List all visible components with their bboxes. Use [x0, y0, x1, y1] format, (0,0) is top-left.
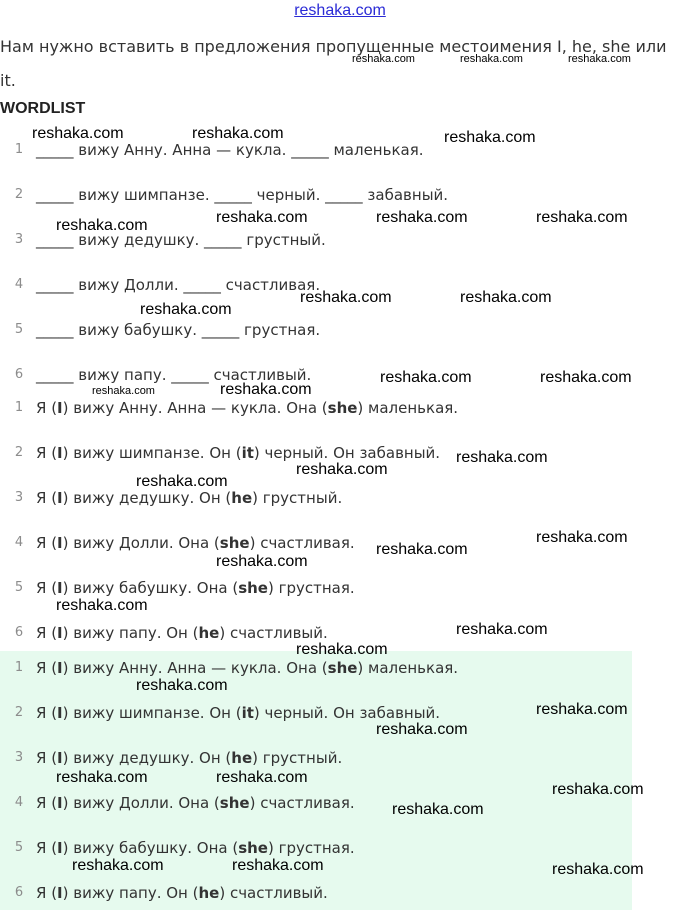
watermark: reshaka.com [92, 385, 155, 397]
sentence-segment: Я ( [36, 534, 58, 552]
pronoun-bold: it [241, 444, 254, 462]
sentence-segment: ) вижу Анну. Анна — кукла. Она ( [62, 399, 328, 417]
watermark: reshaka.com [460, 289, 552, 306]
watermark: reshaka.com [216, 769, 308, 786]
pronoun-bold: I [57, 624, 63, 642]
pronoun-bold: he [231, 749, 253, 767]
sentence-segment: Я ( [36, 704, 58, 722]
sentence-segment: Я ( [36, 399, 58, 417]
sentence-segment: ) счастливый. [219, 884, 328, 902]
watermark: reshaka.com [56, 597, 148, 614]
pronoun-bold: she [238, 839, 268, 857]
watermark: reshaka.com [296, 641, 388, 658]
pronoun-bold: I [57, 399, 63, 417]
watermark: reshaka.com [444, 129, 536, 146]
sentence-segment: Я ( [36, 839, 58, 857]
watermark: reshaka.com [192, 125, 284, 142]
pronoun-bold: I [57, 489, 63, 507]
watermark: reshaka.com [232, 857, 324, 874]
watermark: reshaka.com [536, 701, 628, 718]
line-number: 3 [14, 750, 24, 765]
sentence-segment: ) вижу папу. Он ( [62, 884, 199, 902]
pronoun-bold: she [219, 534, 250, 552]
sentence-segment: ) счастливая. [249, 794, 355, 812]
line-number: 1 [14, 142, 24, 157]
watermark: reshaka.com [376, 541, 468, 558]
sentence-segment: ) вижу бабушку. Она ( [62, 579, 239, 597]
sentence-segment: Я ( [36, 624, 58, 642]
sentence-segment: ) вижу Анну. Анна — кукла. Она ( [62, 659, 328, 677]
wordlist-heading: WORDLIST [0, 100, 86, 117]
sentence-text [36, 656, 458, 680]
sentence-segment: _____ вижу шимпанзе. _____ черный. _____ забавный. [36, 186, 449, 204]
pronoun-bold: I [57, 659, 63, 677]
watermark: reshaka.com [460, 53, 523, 65]
watermark: reshaka.com [216, 553, 308, 570]
sentence-segment: ) вижу шимпанзе. Он ( [62, 444, 242, 462]
watermark: reshaka.com [536, 209, 628, 226]
sentence-segment: ) вижу Долли. Она ( [62, 534, 220, 552]
pronoun-bold: I [57, 749, 63, 767]
watermark: reshaka.com [536, 529, 628, 546]
watermark: reshaka.com [552, 781, 644, 798]
line-number: 6 [14, 367, 24, 382]
line-number: 5 [14, 322, 24, 337]
watermark: reshaka.com [300, 289, 392, 306]
pronoun-bold: I [57, 884, 63, 902]
watermark: reshaka.com [216, 209, 308, 226]
sentence-segment: ) маленькая. [357, 659, 459, 677]
watermark: reshaka.com [136, 473, 228, 490]
pronoun-bold: she [327, 399, 358, 417]
sentence-segment: _____ вижу дедушку. _____ грустный. [36, 231, 326, 249]
line-number: 2 [14, 445, 24, 460]
watermark: reshaka.com [540, 369, 632, 386]
line-number: 6 [14, 885, 24, 900]
line-number: 5 [14, 840, 24, 855]
watermark: reshaka.com [392, 801, 484, 818]
sentence-segment: ) вижу дедушку. Он ( [62, 749, 232, 767]
watermark: reshaka.com [456, 449, 548, 466]
sentence-text [36, 621, 328, 645]
sentence-segment: ) черный. Он забавный. [253, 704, 441, 722]
pronoun-bold: I [57, 704, 63, 722]
sentence-segment: ) вижу шимпанзе. Он ( [62, 704, 242, 722]
sentence-segment: Я ( [36, 884, 58, 902]
watermark: reshaka.com [56, 769, 148, 786]
sentence-text [36, 791, 355, 815]
sentence-segment: Я ( [36, 579, 58, 597]
sentence-segment: ) вижу бабушку. Она ( [62, 839, 239, 857]
pronoun-bold: she [327, 659, 358, 677]
watermark: reshaka.com [376, 209, 468, 226]
line-number: 1 [14, 400, 24, 415]
line-number: 2 [14, 187, 24, 202]
pronoun-bold: I [57, 794, 63, 812]
watermark: reshaka.com [380, 369, 472, 386]
watermark: reshaka.com [136, 677, 228, 694]
line-number: 1 [14, 660, 24, 675]
sentence-segment: Я ( [36, 749, 58, 767]
pronoun-bold: I [57, 444, 63, 462]
sentence-text [36, 273, 320, 297]
sentence-text [36, 881, 328, 905]
sentence-segment: Я ( [36, 794, 58, 812]
watermark: reshaka.com [456, 621, 548, 638]
watermark: reshaka.com [568, 53, 631, 65]
line-number: 3 [14, 490, 24, 505]
sentence-segment: Я ( [36, 489, 58, 507]
line-number: 2 [14, 705, 24, 720]
watermark: reshaka.com [140, 301, 232, 318]
sentence-segment: _____ вижу Долли. _____ счастливая. [36, 276, 321, 294]
pronoun-bold: I [57, 534, 63, 552]
watermark: reshaka.com [32, 125, 124, 142]
pronoun-bold: I [57, 579, 63, 597]
watermark: reshaka.com [552, 861, 644, 878]
pronoun-bold: he [198, 884, 220, 902]
sentence-text [36, 183, 448, 207]
sentence-segment: ) черный. Он забавный. [253, 444, 441, 462]
sentence-segment: ) вижу дедушку. Он ( [62, 489, 232, 507]
pronoun-bold: it [241, 704, 254, 722]
pronoun-bold: he [198, 624, 220, 642]
line-number: 4 [14, 277, 24, 292]
pronoun-bold: she [238, 579, 268, 597]
sentence-segment: ) грустный. [252, 489, 343, 507]
line-number: 4 [14, 795, 24, 810]
pronoun-bold: I [57, 839, 63, 857]
sentence-segment: _____ вижу папу. _____ счастливый. [36, 366, 312, 384]
sentence-text [36, 746, 342, 770]
sentence-segment: ) вижу Долли. Она ( [62, 794, 220, 812]
sentence-segment: _____ вижу бабушку. _____ грустная. [36, 321, 321, 339]
pronoun-bold: she [219, 794, 250, 812]
sentence-segment: _____ вижу Анну. Анна — кукла. _____ маленькая. [36, 141, 424, 159]
sentence-text [36, 531, 355, 555]
line-number: 5 [14, 580, 24, 595]
sentence-segment: ) грустный. [252, 749, 343, 767]
site-link[interactable]: reshaka.com [294, 2, 386, 19]
watermark: reshaka.com [296, 461, 388, 478]
sentence-segment: Я ( [36, 659, 58, 677]
line-number: 4 [14, 535, 24, 550]
watermark: reshaka.com [352, 53, 415, 65]
sentence-segment: ) счастливая. [249, 534, 355, 552]
pronoun-bold: he [231, 489, 253, 507]
line-number: 3 [14, 232, 24, 247]
watermark: reshaka.com [72, 857, 164, 874]
watermark: reshaka.com [220, 381, 312, 398]
sentence-segment: Я ( [36, 444, 58, 462]
watermark: reshaka.com [56, 217, 148, 234]
intro-text: Нам нужно вставить в предложения пропущенные местоимения I, he, she или it. [0, 37, 667, 90]
sentence-segment: ) грустная. [267, 579, 355, 597]
sentence-segment: ) маленькая. [357, 399, 459, 417]
sentence-text [36, 318, 320, 342]
watermark: reshaka.com [376, 721, 468, 738]
sentence-segment: ) счастливый. [219, 624, 328, 642]
sentence-segment: ) вижу папу. Он ( [62, 624, 199, 642]
line-number: 6 [14, 625, 24, 640]
sentence-text [36, 396, 458, 420]
sentence-segment: ) грустная. [267, 839, 355, 857]
